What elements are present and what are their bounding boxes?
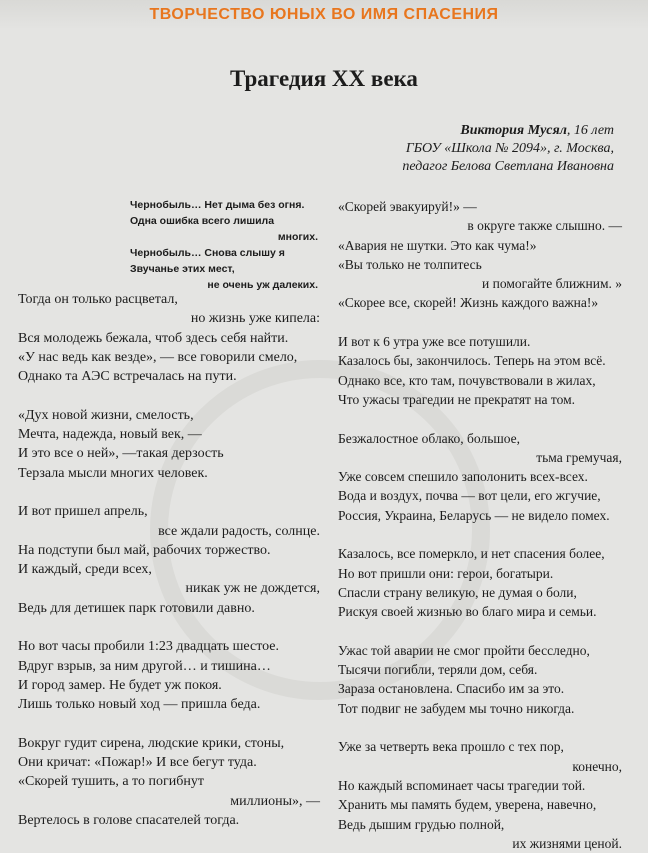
poem-line: и помогайте ближним. » (482, 276, 622, 292)
author-school: ГБОУ «Школа № 2094», г. Москва, (405, 141, 614, 156)
poem-line: Однако все, кто там, почувствовали в жилах, (338, 372, 596, 388)
stanza-gap (338, 525, 622, 544)
stanza-gap (18, 715, 320, 734)
poem-line: Но вот пришли они: герои, богатыри. (338, 565, 554, 581)
poem-line: «Скорее все, скорей! Жизнь каждого важна!» (338, 295, 599, 311)
poem-line: конечно, (572, 758, 622, 774)
stanza-gap (338, 718, 622, 737)
poem-line: Однако та АЭС встречалась на пути. (18, 369, 237, 385)
poem-line: Уже за четверть века прошло с тех пор, (338, 739, 564, 755)
author-teacher: педагог Белова Светлана Ивановна (402, 159, 614, 174)
poem-title: Трагедия XX века (230, 66, 418, 91)
poem-line: На подступи был май, рабочих торжество. (18, 542, 271, 558)
poem-line: Чернобыль… Снова слышу я (130, 247, 285, 259)
stanza-gap (18, 483, 320, 502)
header-banner (0, 0, 648, 30)
stanza-gap (338, 622, 622, 641)
poem-line: Вода и воздух, почва — вот цели, его жгучие, (338, 488, 601, 504)
poem-line: Тысячи погибли, теряли дом, себя. (338, 662, 538, 678)
author-line (402, 122, 614, 140)
poem-line: «Авария не шутки. Это как чума!» (338, 237, 537, 253)
poem-line: их жизнями ценой. (512, 835, 622, 851)
poem-line: Вертелось в голове спасателей тогда. (18, 813, 240, 829)
poem-line: Уже совсем спешило заполонить всех-всех. (338, 469, 588, 485)
poem-line: в округе также слышно. — (467, 218, 622, 234)
epigraph (130, 197, 318, 293)
poem-line: «Скорей эвакуируй!» — (338, 199, 477, 214)
poem-line: И город замер. Не будет уж покоя. (18, 677, 222, 693)
poem-line: Они кричат: «Пожар!» И все бегут туда. (18, 755, 257, 771)
section-header-text: ТВОРЧЕСТВО ЮНЫХ ВО ИМЯ СПАСЕНИЯ (149, 6, 499, 23)
poem-line: не очень уж далеких. (207, 279, 318, 291)
poem-line: Зараза остановлена. Спасибо им за это. (338, 681, 565, 697)
poem-line: Ужас той аварии не смог пройти бесследно, (338, 642, 590, 658)
poem-line: Ведь для детишек парк готовили давно. (18, 600, 255, 616)
poem-line: Но каждый вспоминает часы трагедии той. (338, 777, 586, 793)
poem-line: тьма гремучая, (536, 449, 622, 465)
poem-line: Тот подвиг не забудем мы точно никогда. (338, 700, 575, 716)
poem-line: Что ужасы трагедии не прекратят на том. (338, 391, 576, 407)
poem-line: Мечта, надежда, новый век, — (18, 427, 202, 443)
poem-line: «У нас ведь как везде», — все говорили смело, (18, 349, 298, 365)
poem-line: Лишь только новый ход — пришла беда. (18, 697, 261, 713)
poem-line: Хранить мы память будем, уверена, навечно, (338, 797, 597, 813)
poem-line: И вот к 6 утра уже все потушили. (338, 334, 531, 350)
stanza-gap (18, 618, 320, 637)
poem-line: никак уж не дождется, (185, 581, 320, 597)
poem-line: Звучанье этих мест, (130, 263, 235, 275)
poem-line: Вдруг взрыв, за ним другой… и тишина… (18, 658, 271, 674)
poem-right-column (338, 197, 622, 853)
author-age: , 16 лет (566, 123, 614, 138)
poem-line: И вот пришел апрель, (18, 504, 148, 520)
poem-line: но жизнь уже кипела: (190, 311, 320, 327)
poem-line: Но вот часы пробили 1:23 двадцать шестое. (18, 639, 280, 655)
poem-line: миллионы», — (230, 793, 320, 809)
poem-line: Чернобыль… Нет дыма без огня. (130, 199, 305, 211)
poem-line: «Дух новой жизни, смелость, (18, 407, 194, 423)
poem-line: И каждый, среди всех, (18, 562, 152, 578)
poem-line: Казалось бы, закончилось. Теперь на этом всё. (338, 353, 606, 369)
stanza-gap (18, 386, 320, 405)
stanza-gap (338, 409, 622, 428)
poem-line: Рискуя своей жизнью во благо мира и семьи. (338, 604, 597, 620)
poem-line: Одна ошибка всего лишила (130, 215, 275, 227)
poem-line: Терзала мысли многих человек. (18, 465, 208, 481)
poem-line: И это все о ней», —такая дерзость (18, 446, 224, 462)
poem-line: Россия, Украина, Беларусь — не видело помех. (338, 507, 610, 523)
author-block (402, 122, 614, 176)
poem-line: Вокруг гудит сирена, людские крики, стоны, (18, 735, 285, 751)
poem-line: Вся молодежь бежала, чтоб здесь себя найти. (18, 330, 289, 346)
poem-line: Ведь дышим грудью полной, (338, 816, 505, 832)
poem-line: многих. (277, 231, 318, 243)
poem-line: Спасли страну великую, не думая о боли, (338, 584, 577, 600)
poem-line: «Скорей тушить, а то погибнут (18, 774, 204, 790)
poem-line: «Вы только не толпитесь (338, 256, 482, 272)
poem-line: Тогда он только расцветал, (18, 292, 178, 307)
stanza-gap (338, 313, 622, 332)
poem-line: Казалось, все померкло, и нет спасения более, (338, 546, 605, 562)
author-name: Виктория Мусял (460, 123, 567, 138)
poem-line: все ждали радость, солнце. (158, 523, 320, 539)
poem-line: Безжалостное облако, большое, (338, 430, 521, 446)
poem-left-column (18, 290, 320, 830)
